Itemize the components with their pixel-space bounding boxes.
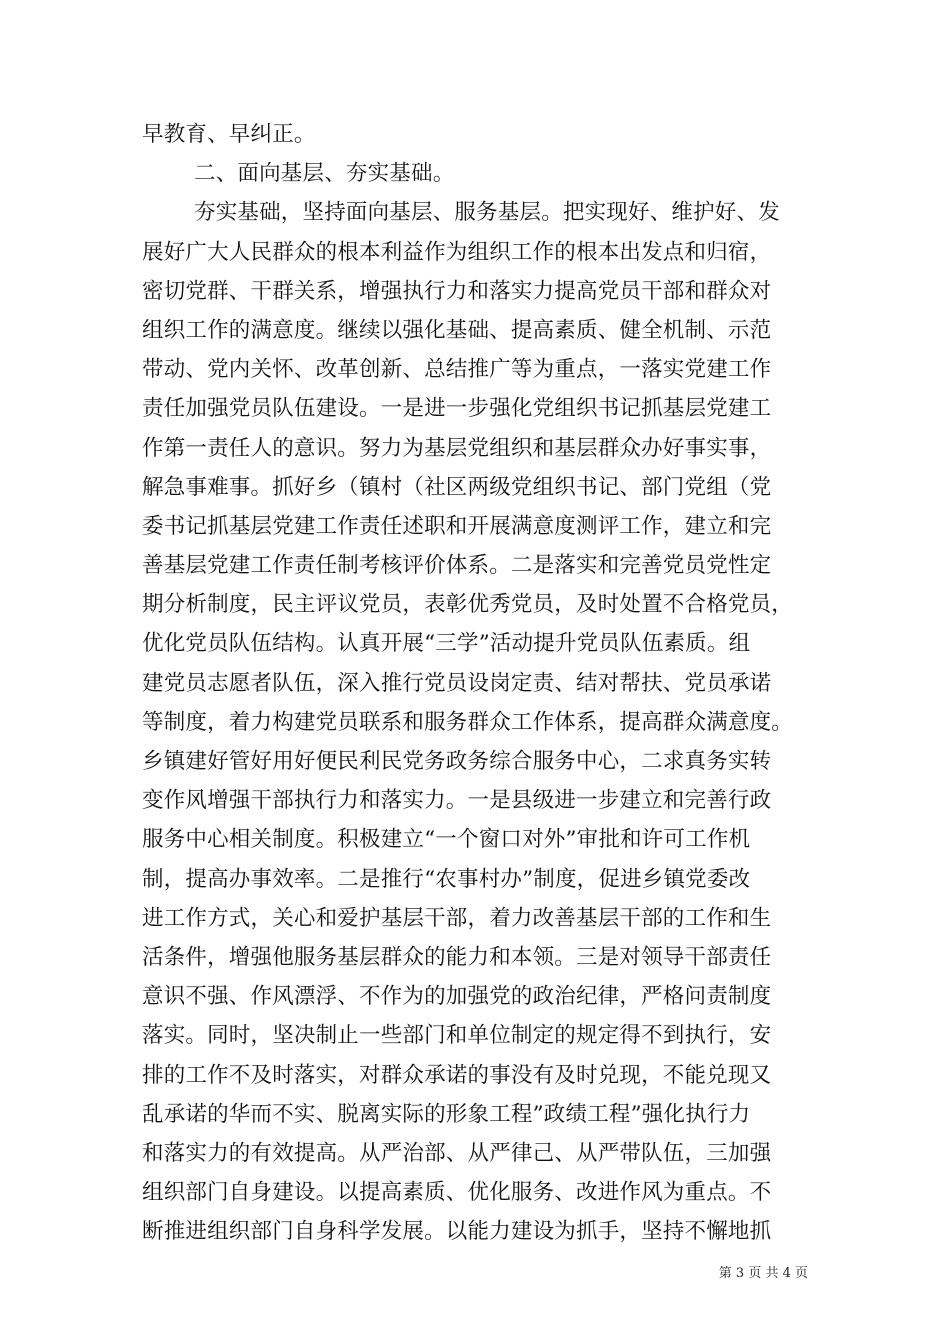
text-line: 制，提高办事效率。二是推行“农事村办”制度，促进乡镇党委改: [142, 866, 751, 892]
text-line: 期分析制度，民主评议党员，表彰优秀党员，及时处置不合格党员，: [142, 592, 794, 618]
text-line: 解急事难事。抓好乡（镇村（社区两级党组织书记、部门党组（党: [142, 474, 772, 500]
text-line: 密切党群、干群关系，增强执行力和落实力提高党员干部和群众对: [142, 278, 772, 304]
text-line: 断推进组织部门自身科学发展。以能力建设为抓手，坚持不懈地抓: [142, 1219, 772, 1245]
text-line: 服务中心相关制度。积极建立“一个窗口对外”审批和许可工作机: [142, 827, 751, 853]
text-line: 排的工作不及时落实，对群众承诺的事没有及时兑现，不能兑现又: [142, 1062, 772, 1088]
text-line: 落实。同时，坚决制止一些部门和单位制定的规定得不到执行，安: [142, 1023, 772, 1049]
text-line: 带动、党内关怀、改革创新、总结推广等为重点，一落实党建工作: [142, 357, 772, 383]
text-line: 等制度，着力构建党员联系和服务群众工作体系，提高群众满意度。: [142, 709, 794, 735]
text-line: 变作风增强干部执行力和落实力。一是县级进一步建立和完善行政: [142, 788, 772, 814]
page-number-footer: 第 3 页 共 4 页: [718, 1266, 808, 1281]
body-text: [142, 115, 808, 1251]
text-line: 善基层党建工作责任制考核评价体系。二是落实和完善党员党性定: [142, 553, 772, 579]
section-heading: 二、面向基层、夯实基础。: [194, 161, 455, 187]
text-line: 建党员志愿者队伍，深入推行党员设岗定责、结对帮扶、党员承诺: [142, 670, 772, 696]
text-line: 组织工作的满意度。继续以强化基础、提高素质、健全机制、示范: [142, 317, 772, 343]
text-line: 组织部门自身建设。以提高素质、优化服务、改进作风为重点。不: [142, 1180, 772, 1206]
text-line: 优化党员队伍结构。认真开展“三学”活动提升党员队伍素质。组: [142, 631, 751, 657]
text-line: 委书记抓基层党建工作责任述职和开展满意度测评工作，建立和完: [142, 513, 772, 539]
text-line: 夯实基础，坚持面向基层、服务基层。把实现好、维护好、发: [194, 200, 780, 226]
text-line: 展好广大人民群众的根本利益作为组织工作的根本出发点和归宿，: [142, 239, 772, 265]
text-line: 意识不强、作风漂浮、不作为的加强党的政治纪律，严格问责制度: [142, 984, 772, 1010]
text-line: 责任加强党员队伍建设。一是进一步强化党组织书记抓基层党建工: [142, 396, 772, 422]
text-line: 进工作方式，关心和爱护基层干部，着力改善基层干部的工作和生: [142, 905, 772, 931]
text-line: 活条件，增强他服务基层群众的能力和本领。三是对领导干部责任: [142, 944, 772, 970]
text-line: 乡镇建好管好用好便民利民党务政务综合服务中心，二求真务实转: [142, 749, 772, 774]
text-line: 作第一责任人的意识。努力为基层党组织和基层群众办好事实事，: [142, 435, 772, 461]
text-line: 和落实力的有效提高。从严治部、从严律己、从严带队伍，三加强: [142, 1140, 772, 1166]
text-line: 乱承诺的华而不实、脱离实际的形象工程”政绩工程”强化执行力: [142, 1101, 751, 1127]
text-line: 早教育、早纠正。: [142, 122, 316, 147]
